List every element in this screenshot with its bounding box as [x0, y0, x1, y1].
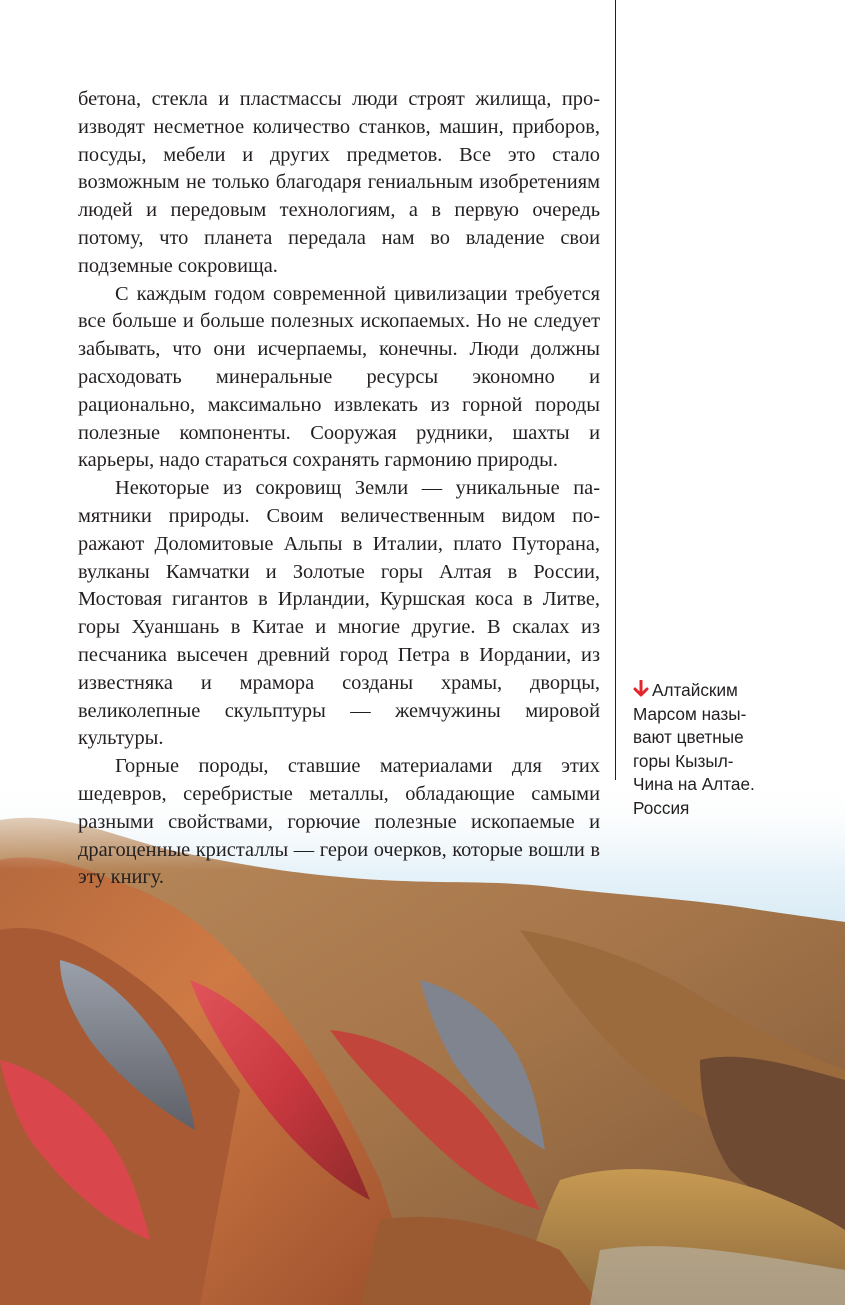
arrow-down-icon	[633, 680, 649, 698]
paragraph-3: Некоторые из сокровищ Земли — уникальные памятники природы. Своим величественным видом поражают Доломитовые Альпы в Италии, плато Путорана, вулканы Камчатки и Золотые горы Алтая в России, Мостовая гигантов в Ирландии, Куршская коса в Литве, горы Хуаншань в Китае и многие другие. В скалах из песчаника высечен древний город Петра в Иордании, из известняка и мрамора созданы храмы, дворцы, великолепные скульптуры — жемчужины мировой культуры.	[78, 477, 600, 750]
caption-line-1: Алтайским	[633, 679, 833, 703]
paragraph-4: Горные породы, ставшие материалами для этих шедевров, серебристые металлы, обладающие самыми разными свойствами, горючие полезные ископаемые и драгоценные кристаллы — герои очерков, которые вошли в эту книгу.	[78, 755, 600, 889]
caption-line-2: Марсом назы-	[633, 703, 747, 724]
column-divider	[615, 0, 616, 808]
caption-line-3: вают цветные	[633, 727, 744, 748]
article-body	[78, 86, 600, 892]
photo-caption	[633, 679, 833, 821]
paragraph-1: бетона, стекла и пластмассы люди строят жилища, производят несметное количество станков, машин, приборов, посуды, мебели и других предметов. Все это стало возможным не только благодаря гениальным изобретениям людей и передовым технологиям, а в первую очередь потому, что планета передала нам во владение свои подземные сокровища.	[78, 88, 600, 277]
paragraph-2: С каждым годом современной цивилизации требуется все больше и больше полезных ископаемых. Но не следует забывать, что они исчерпаемы, конечны. Люди должны расходовать минеральные ресурсы экономно и рационально, максимально извлекать из горной породы полезные компоненты. Сооружая рудники, шахты и карьеры, надо стараться сохранять гармонию природы.	[78, 282, 600, 472]
caption-line-5: Чина на Алтае.	[633, 774, 755, 795]
caption-line-4: горы Кызыл-	[633, 750, 734, 771]
caption-line-6: Россия	[633, 797, 690, 818]
